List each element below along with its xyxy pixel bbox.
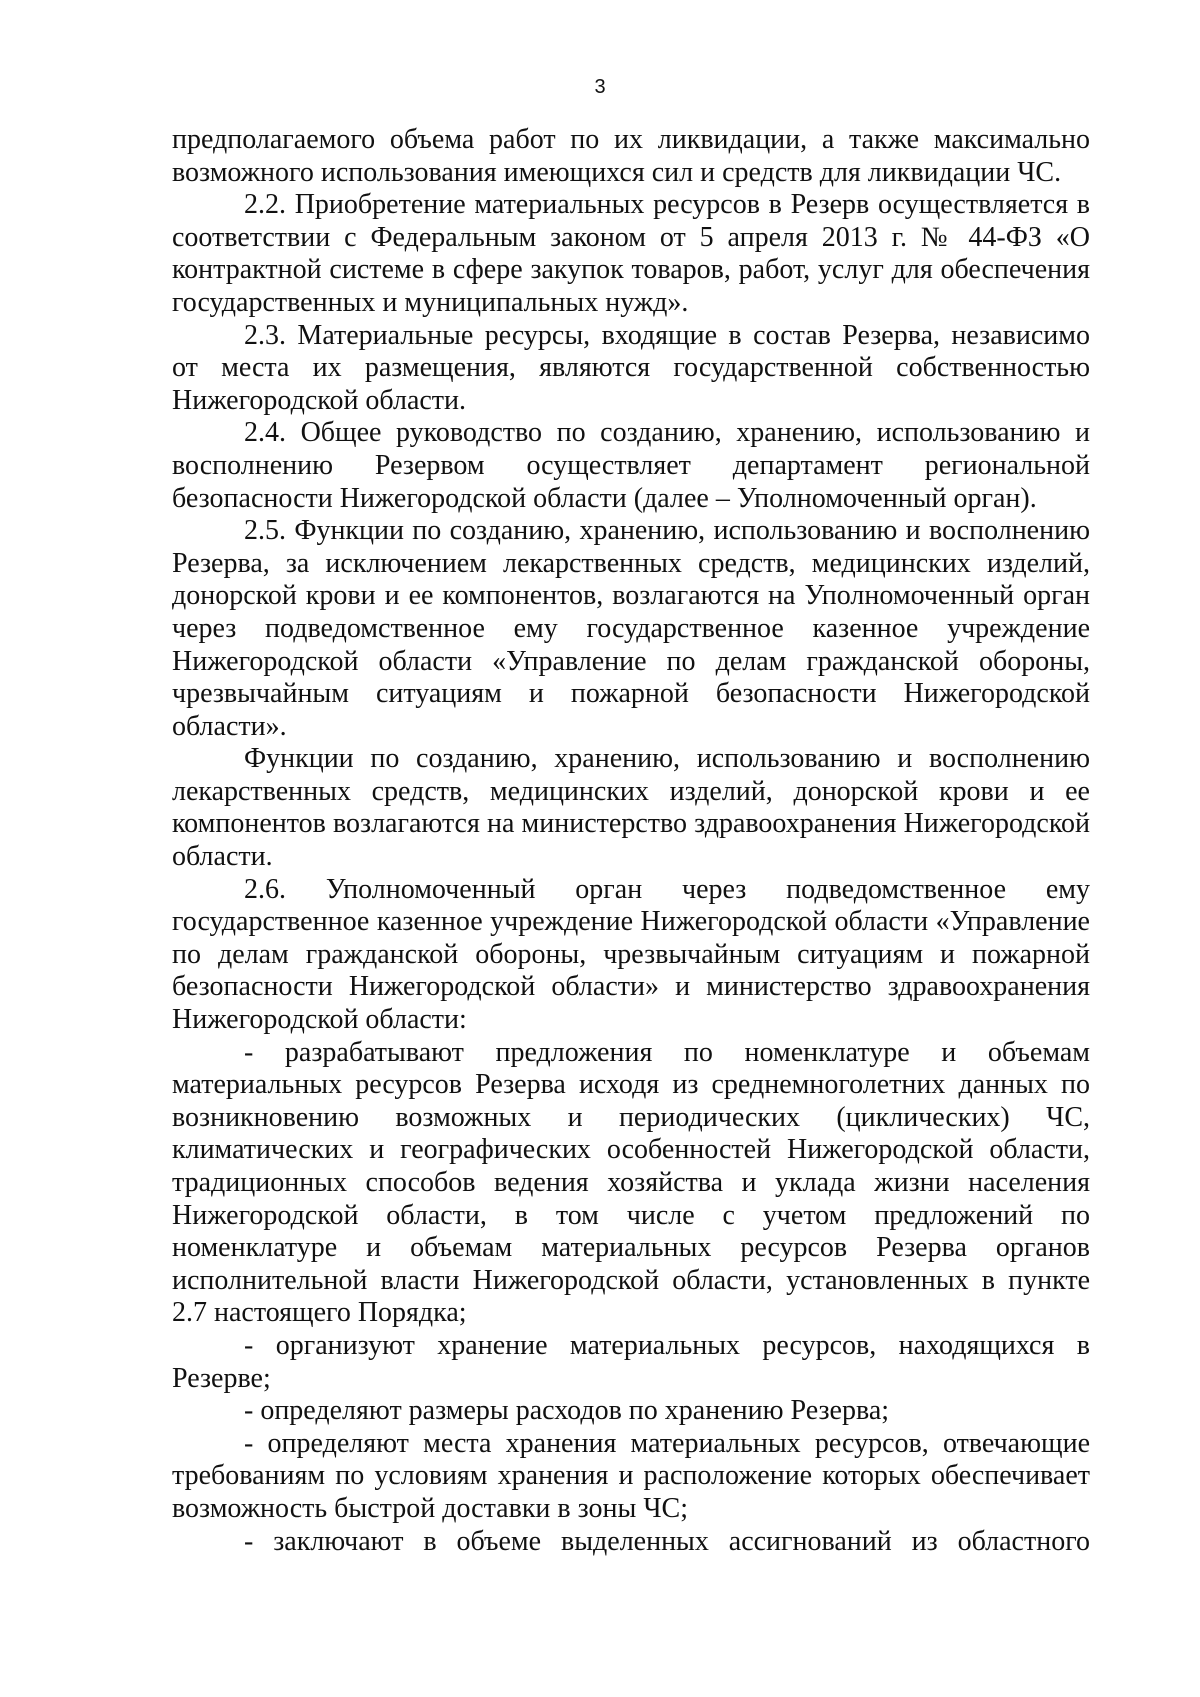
list-item-organize-storage: - организуют хранение материальных ресурсов, находящихся в Резерве; — [172, 1329, 1090, 1394]
paragraph-2-4: 2.4. Общее руководство по созданию, хранению, использованию и восполнению Резервом осуществляет департамент региональной безопасности Нижегородской области (далее – Уполномоченный орган). — [172, 417, 1090, 514]
list-item-develop-proposals: - разрабатывают предложения по номенклатуре и объемам материальных ресурсов Резерва исходя из среднемноголетних данных по возникновению возможных и периодических (циклических) ЧС, климатических и географических особенностей Нижегородской области, традиционных способов ведения хозяйства и уклада жизни населения Нижегородской области, в том числе с учетом предложений по номенклатуре и объемам материальных ресурсов Резерва органов исполнительной власти Нижегородской области, установленных в пункте 2.7 настоящего Порядка; — [172, 1036, 1090, 1329]
paragraph-2-3: 2.3. Материальные ресурсы, входящие в состав Резерва, независимо от места их размещения, являются государственной собственностью Нижегородской области. — [172, 319, 1090, 416]
page-number: 3 — [594, 76, 606, 98]
paragraph-2-5: 2.5. Функции по созданию, хранению, использованию и восполнению Резерва, за исключением лекарственных средств, медицинских изделий, донорской крови и ее компонентов, возлагаются на Уполномоченный орган через подведомственное ему государственное казенное учреждение Нижегородской области «Управление по делам гражданской обороны, чрезвычайным ситуациям и пожарной безопасности Нижегородской области». — [172, 515, 1090, 742]
paragraph-2-6: 2.6. Уполномоченный орган через подведомственное ему государственное казенное учреждение Нижегородской области «Управление по делам гражданской обороны, чрезвычайным ситуациям и пожарной безопасности Нижегородской области» и министерство здравоохранения Нижегородской области: — [172, 873, 1090, 1036]
paragraph-continuation: предполагаемого объема работ по их ликвидации, а также максимально возможного использования имеющихся сил и средств для ликвидации ЧС. — [172, 124, 1090, 188]
document-body — [172, 124, 1090, 1558]
paragraph-2-2: 2.2. Приобретение материальных ресурсов в Резерв осуществляется в соответствии с Федеральным законом от 5 апреля 2013 г. № 44-ФЗ «О контрактной системе в сфере закупок товаров, работ, услуг для обеспечения государственных и муниципальных нужд». — [172, 189, 1090, 318]
list-item-conclude-contracts: - заключают в объеме выделенных ассигнований из областного — [244, 1525, 1090, 1557]
list-item-storage-locations: - определяют места хранения материальных ресурсов, отвечающие требованиям по условиям хранения и расположение которых обеспечивает возможность быстрой доставки в зоны ЧС; — [172, 1427, 1090, 1524]
list-item-storage-costs: - определяют размеры расходов по хранению Резерва; — [244, 1395, 890, 1427]
paragraph-health-ministry-functions: Функции по созданию, хранению, использованию и восполнению лекарственных средств, медицинских изделий, донорской крови и ее компонентов возлагаются на министерство здравоохранения Нижегородской области. — [172, 743, 1090, 873]
